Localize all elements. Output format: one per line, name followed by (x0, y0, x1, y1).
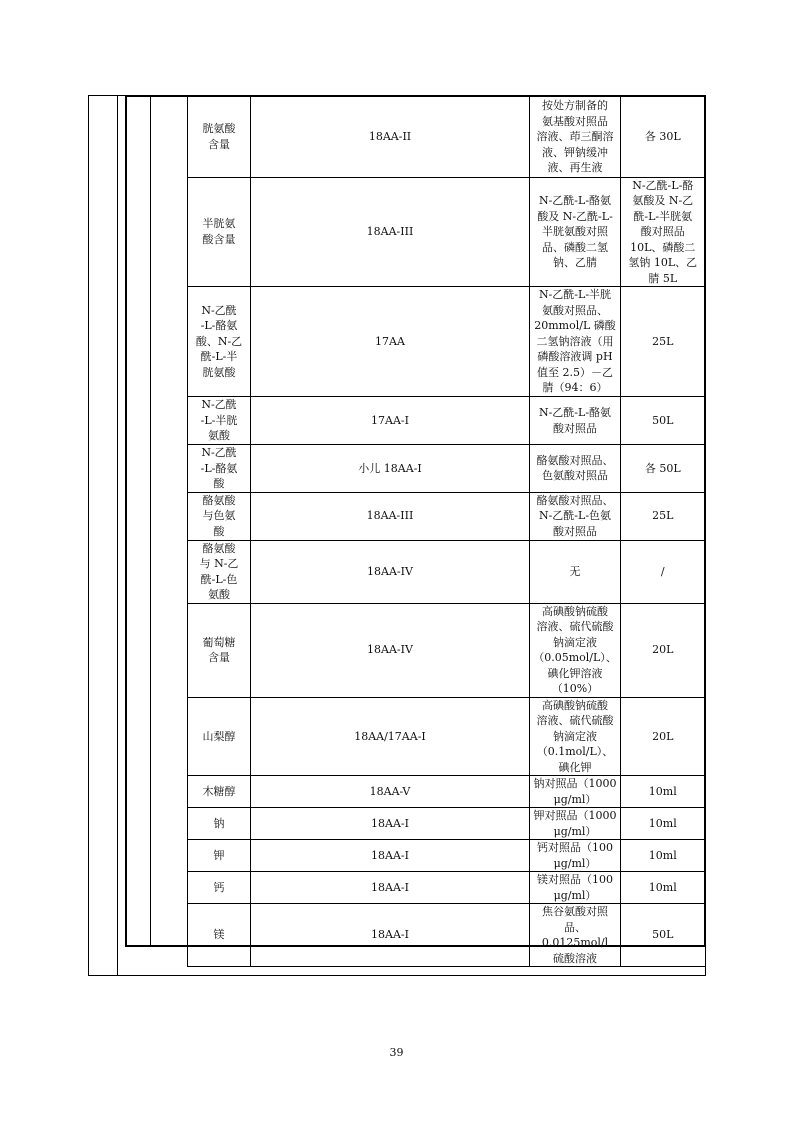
cell-item: 葡萄糖 含量 (188, 603, 251, 697)
cell-item: 胱氨酸 含量 (188, 97, 251, 177)
cell-amount: 10ml (621, 840, 705, 872)
table-row (188, 492, 705, 540)
cell-reagent: 焦谷氨酸对照 品、0.0125mol/l 硫酸溶液 (530, 904, 621, 967)
table-row (188, 697, 705, 776)
reagent-table (187, 97, 705, 967)
cell-reagent: N-乙酰-L-酪氨 酸对照品 (530, 397, 621, 445)
cell-amount: 25L (621, 492, 705, 540)
cell-amount: 10ml (621, 872, 705, 904)
cell-item: 镁 (188, 904, 251, 967)
table-row (188, 287, 705, 397)
cell-item: N-乙酰 -L-酪氨 酸 (188, 445, 251, 493)
cell-reagent: N-乙酰-L-酪氨 酸及 N-乙酰-L- 半胱氨酸对照 品、磷酸二氢 钠、乙腈 (530, 177, 621, 287)
cell-instrument: 18AA-IV (251, 603, 530, 697)
cell-instrument: 18AA-V (251, 776, 530, 808)
cell-item: 酪氨酸 与 N-乙 酰-L-色 氨酸 (188, 540, 251, 603)
cell-reagent: 镁对照品（100 μg/ml） (530, 872, 621, 904)
cell-item: N-乙酰 -L-酪氨 酸、N-乙 酰-L-半 胱氨酸 (188, 287, 251, 397)
cell-instrument: 17AA-I (251, 397, 530, 445)
cell-amount: 50L (621, 904, 705, 967)
table-row (188, 97, 705, 177)
table-row (188, 540, 705, 603)
table-row (188, 904, 705, 967)
cell-amount: N-乙酰-L-酪 氨酸及 N-乙 酰-L-半胱氨 酸对照品 10L、磷酸二 氢钠 10L、乙 腈 5L (621, 177, 705, 287)
table-row (188, 397, 705, 445)
cell-instrument: 18AA-I (251, 872, 530, 904)
cell-reagent: 钾对照品（1000 μg/ml） (530, 808, 621, 840)
table-row (188, 808, 705, 840)
cell-amount: 各 50L (621, 445, 705, 493)
cell-instrument: 18AA-III (251, 177, 530, 287)
cell-amount: 20L (621, 603, 705, 697)
column-divider (117, 95, 118, 976)
cell-instrument: 18AA-III (251, 492, 530, 540)
table-row (188, 840, 705, 872)
cell-instrument: 18AA-II (251, 97, 530, 177)
cell-item: 钾 (188, 840, 251, 872)
cell-item: 木糖醇 (188, 776, 251, 808)
cell-reagent: 按处方制备的 氨基酸对照品 溶液、茚三酮溶 液、钾钠缓冲 液、再生液 (530, 97, 621, 177)
cell-item: 半胱氨 酸含量 (188, 177, 251, 287)
cell-instrument: 小儿 18AA-I (251, 445, 530, 493)
cell-amount: 50L (621, 397, 705, 445)
cell-amount: 10ml (621, 808, 705, 840)
cell-instrument: 18AA/17AA-I (251, 697, 530, 776)
cell-instrument: 18AA-IV (251, 540, 530, 603)
cell-reagent: N-乙酰-L-半胱 氨酸对照品、 20mmol/L 磷酸 二氢钠溶液（用 磷酸溶液调 pH 值至 2.5）－乙 腈（94：6） (530, 287, 621, 397)
page-number: 39 (389, 1046, 404, 1059)
cell-amount: 20L (621, 697, 705, 776)
cell-reagent: 钠对照品（1000 μg/ml） (530, 776, 621, 808)
table-row (188, 872, 705, 904)
cell-amount: 25L (621, 287, 705, 397)
table-row (188, 776, 705, 808)
cell-reagent: 酪氨酸对照品、 N-乙酰-L-色氨 酸对照品 (530, 492, 621, 540)
cell-reagent: 无 (530, 540, 621, 603)
table-row (188, 445, 705, 493)
cell-item: N-乙酰 -L-半胱 氨酸 (188, 397, 251, 445)
cell-item: 钙 (188, 872, 251, 904)
cell-instrument: 17AA (251, 287, 530, 397)
table-row (188, 603, 705, 697)
cell-reagent: 高碘酸钠硫酸 溶液、硫代硫酸 钠滴定液 （0.1mol/L）、 碘化钾 (530, 697, 621, 776)
cell-amount: 各 30L (621, 97, 705, 177)
cell-reagent: 酪氨酸对照品、 色氨酸对照品 (530, 445, 621, 493)
cell-reagent: 高碘酸钠硫酸 溶液、硫代硫酸 钠滴定液 （0.05mol/L）、 碘化钾溶液 （10%） (530, 603, 621, 697)
cell-amount: / (621, 540, 705, 603)
cell-reagent: 钙对照品（100 μg/ml） (530, 840, 621, 872)
cell-item: 山梨醇 (188, 697, 251, 776)
cell-amount: 10ml (621, 776, 705, 808)
table-row (188, 177, 705, 287)
cell-instrument: 18AA-I (251, 904, 530, 967)
cell-instrument: 18AA-I (251, 840, 530, 872)
cell-instrument: 18AA-I (251, 808, 530, 840)
cell-item: 酪氨酸 与色氨 酸 (188, 492, 251, 540)
cell-item: 钠 (188, 808, 251, 840)
